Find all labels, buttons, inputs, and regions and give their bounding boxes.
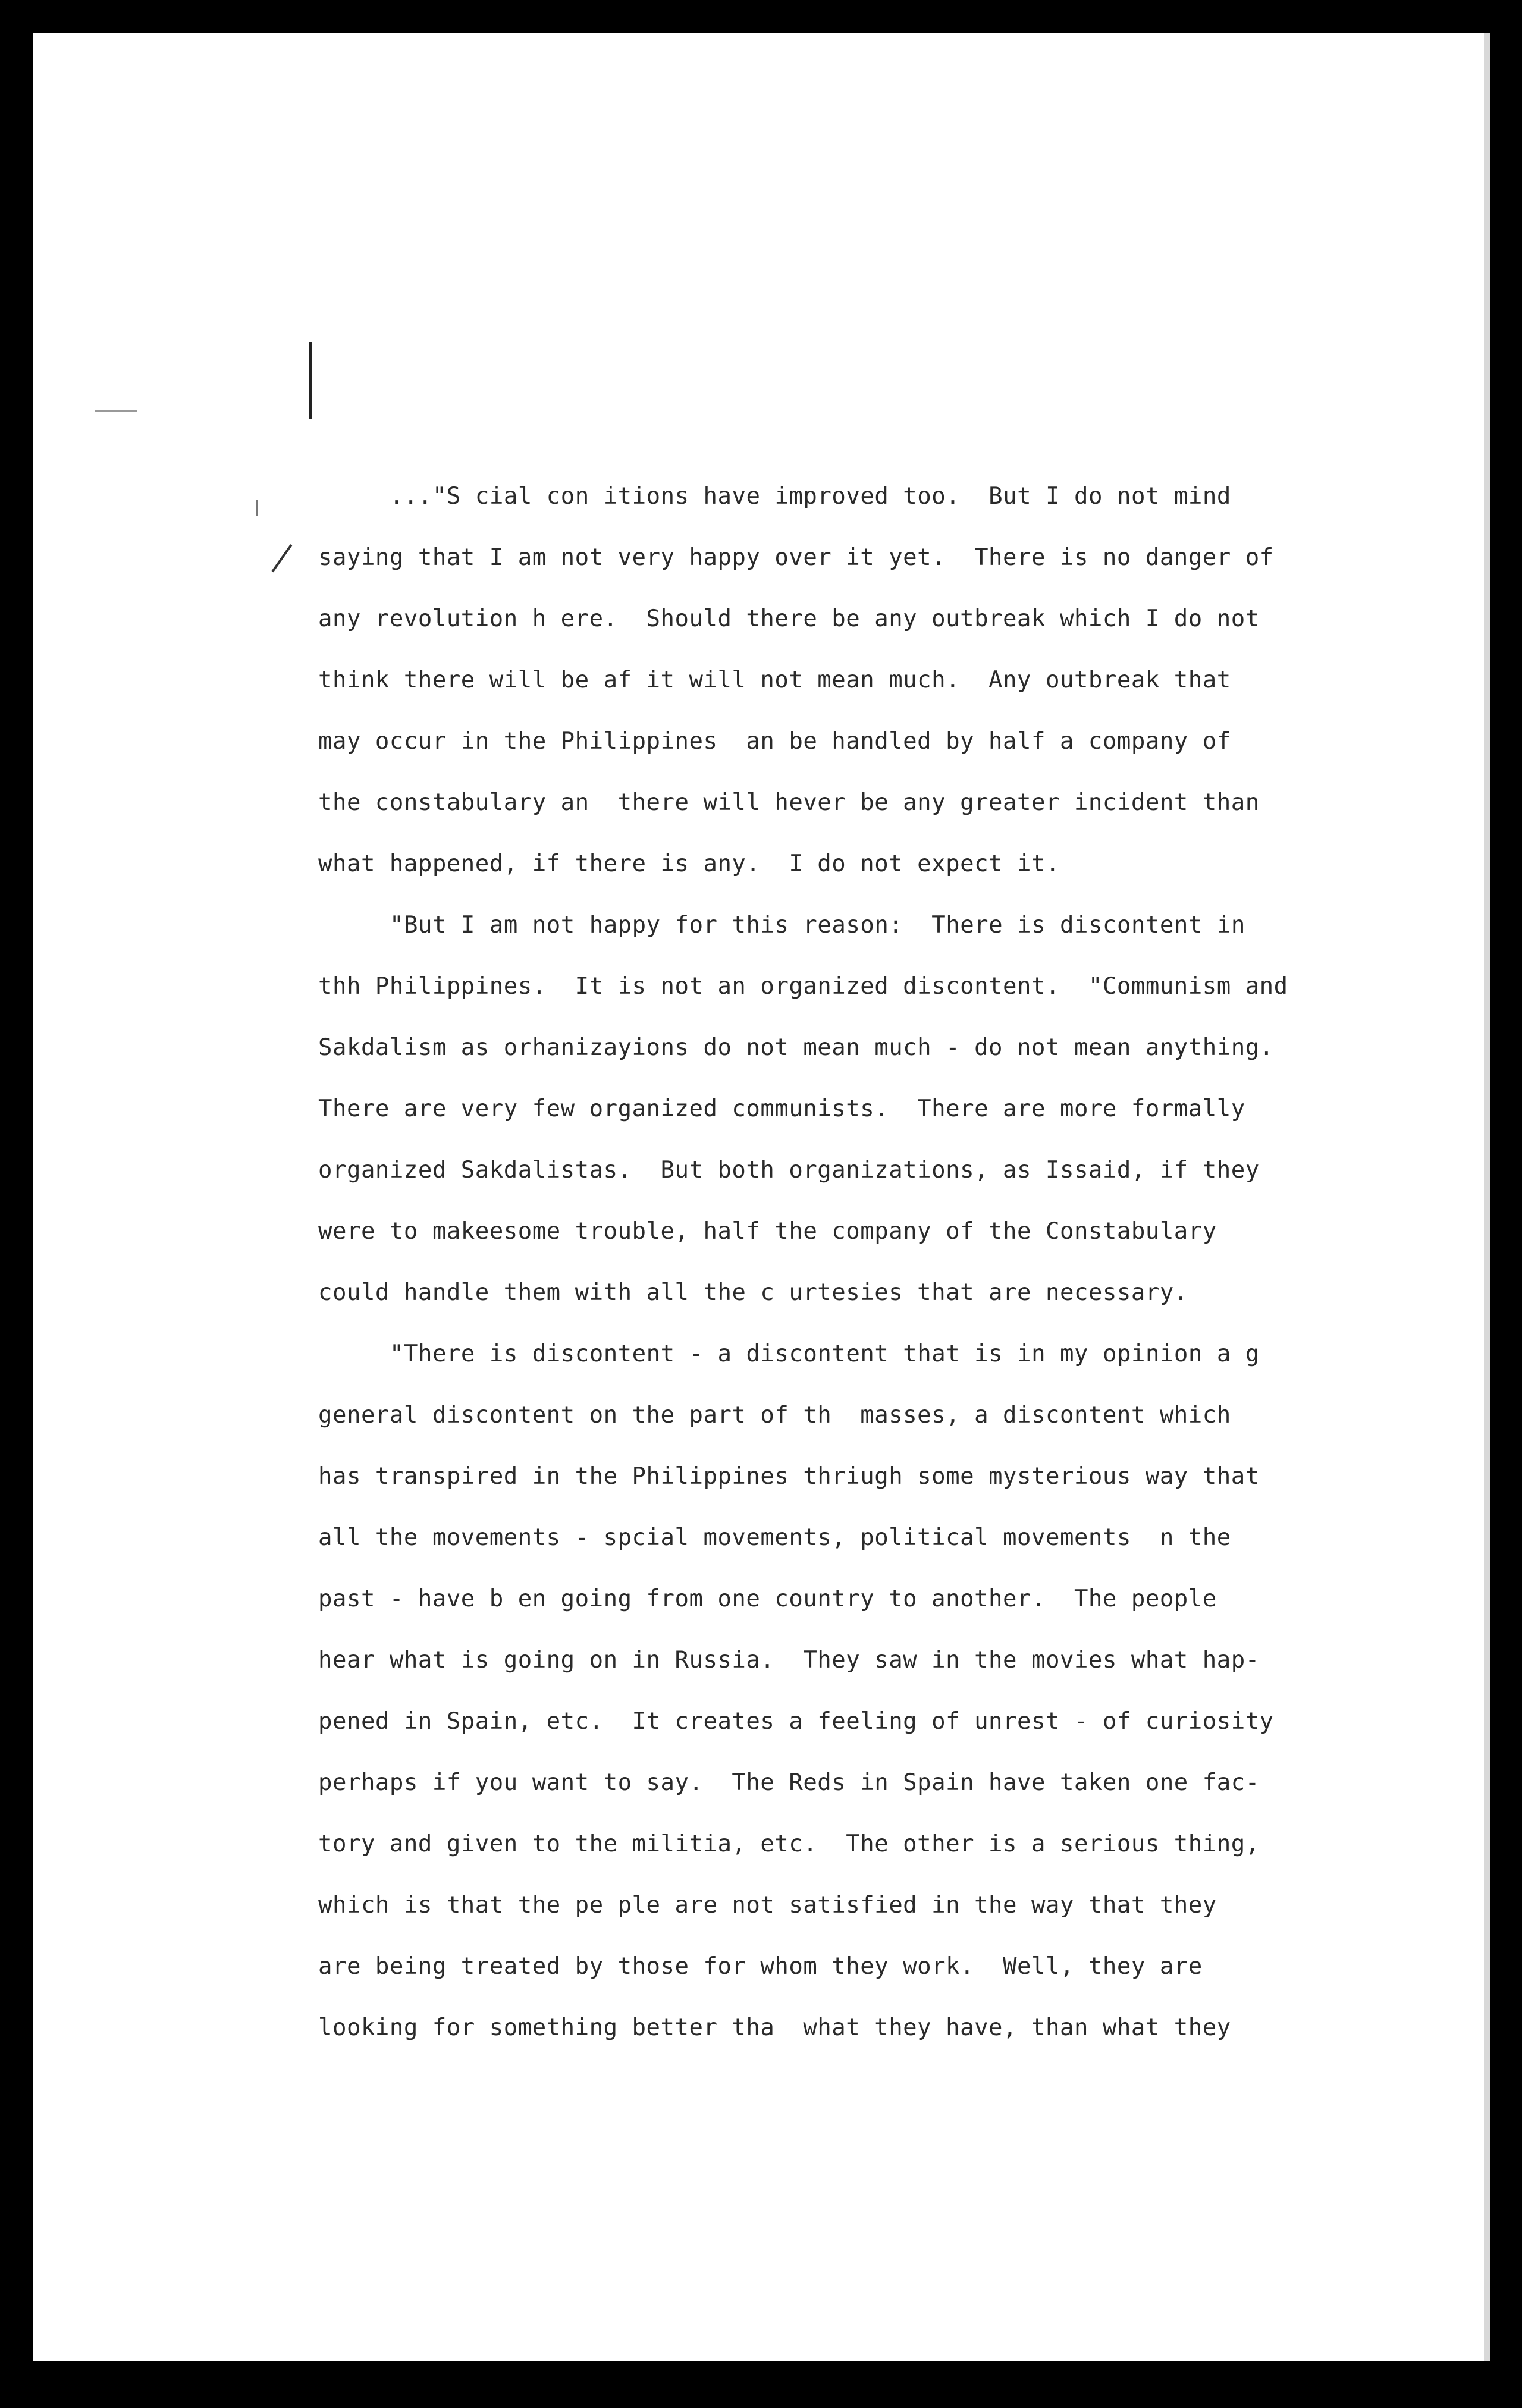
- text-line: saying that I am not very happy over it yet. There is no danger of: [318, 544, 1274, 571]
- margin-mark-dash: [95, 410, 137, 412]
- text-line: may occur in the Philippines an be handled by half a company of: [318, 728, 1231, 755]
- text-line: pened in Spain, etc. It creates a feeling of unrest - of curiosity: [318, 1708, 1274, 1735]
- text-line: were to makeesome trouble, half the company of the Constabulary: [318, 1218, 1217, 1245]
- text-line: think there will be af it will not mean much. Any outbreak that: [318, 667, 1231, 693]
- text-line: general discontent on the part of th masses, a discontent which: [318, 1402, 1231, 1429]
- text-line: "But I am not happy for this reason: There is discontent in: [390, 912, 1245, 938]
- margin-mark-tick: [256, 500, 258, 516]
- text-line: the constabulary an there will hever be any greater incident than: [318, 789, 1260, 816]
- document-page: [33, 33, 1484, 2361]
- text-line: what happened, if there is any. I do not expect it.: [318, 850, 1060, 877]
- text-line: all the movements - spcial movements, political movements n the: [318, 1524, 1231, 1551]
- text-line: hear what is going on in Russia. They saw in the movies what hap-: [318, 1647, 1260, 1674]
- text-line: organized Sakdalistas. But both organizations, as Issaid, if they: [318, 1157, 1260, 1183]
- text-line: Sakdalism as orhanizayions do not mean much - do not mean anything.: [318, 1034, 1274, 1061]
- text-line: past - have b en going from one country to another. The people: [318, 1586, 1217, 1612]
- text-line: looking for something better tha what they have, than what they: [318, 2014, 1231, 2041]
- margin-mark-vertical: [309, 342, 312, 419]
- text-line: thh Philippines. It is not an organized discontent. "Communism and: [318, 973, 1288, 1000]
- text-line: has transpired in the Philippines thriugh some mysterious way that: [318, 1463, 1260, 1490]
- text-line: perhaps if you want to say. The Reds in Spain have taken one fac-: [318, 1769, 1260, 1796]
- text-line: are being treated by those for whom they work. Well, they are: [318, 1953, 1203, 1980]
- text-line: could handle them with all the c urtesies that are necessary.: [318, 1279, 1188, 1306]
- text-line: ..."S cial con itions have improved too. But I do not mind: [390, 483, 1231, 510]
- text-line: "There is discontent - a discontent that is in my opinion a g: [390, 1340, 1260, 1367]
- text-line: which is that the pe ple are not satisfied in the way that they: [318, 1892, 1217, 1919]
- page-edge: [1484, 33, 1490, 2361]
- text-line: any revolution h ere. Should there be any outbreak which I do not: [318, 605, 1260, 632]
- text-line: There are very few organized communists. There are more formally: [318, 1095, 1245, 1122]
- text-line: tory and given to the militia, etc. The other is a serious thing,: [318, 1831, 1260, 1857]
